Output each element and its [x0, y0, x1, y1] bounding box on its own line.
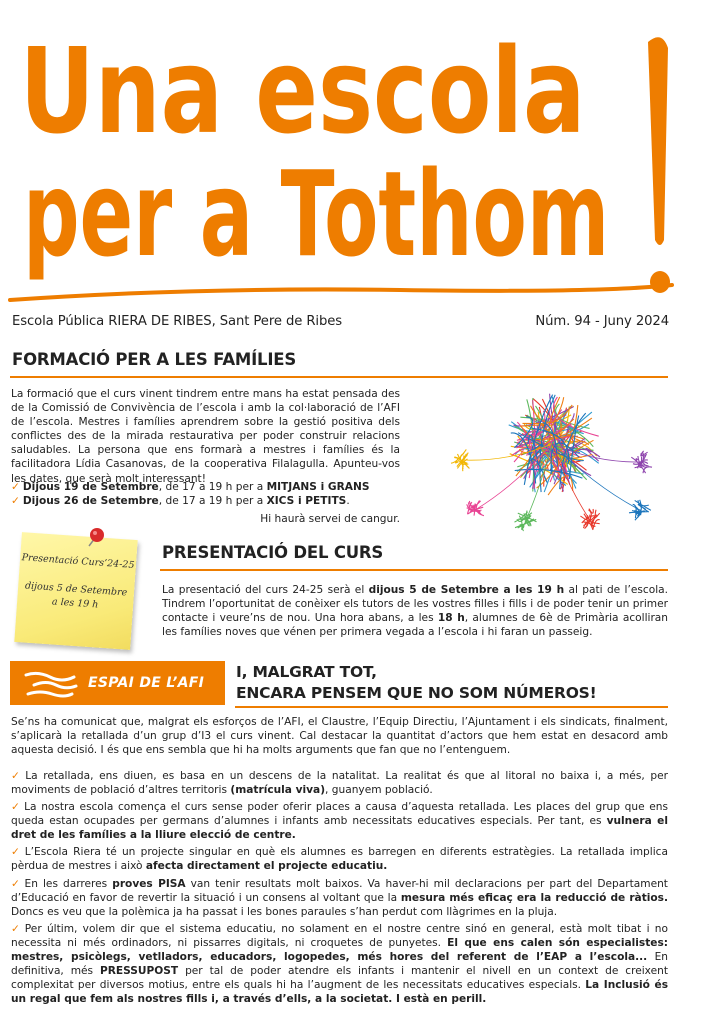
yarn-ball-illustration [440, 382, 665, 532]
check-icon: ✓ [11, 923, 22, 935]
formacio-rule [10, 376, 668, 378]
masthead [0, 0, 727, 305]
afi-point-3: ✓ L’Escola Riera té un projecte singular en què els alumnes es barregen en diferents estratègies. La retallada implica pèrdua de mestres i això afecta directament el projecte educatiu. [11, 846, 668, 873]
afi-title-line-1: I, MALGRAT TOT, [236, 663, 377, 681]
formacio-title: FORMACIÓ PER A LES FAMÍLIES [12, 350, 297, 369]
check-icon: ✓ [11, 846, 22, 858]
afi-banner [10, 661, 225, 705]
afi-label: ESPAI DE L’AFI [88, 675, 205, 691]
afi-title-line-2: ENCARA PENSEM QUE NO SOM NÚMEROS! [236, 684, 597, 702]
masthead-underline [10, 285, 672, 300]
note-line-2: dijous 5 de Setembre [24, 580, 128, 599]
school-name: Escola Pública RIERA DE RIBES, Sant Pere de Ribes [12, 314, 343, 329]
formacio-date-1: ✓ Dijous 19 de Setembre, de 17 a 19 h per a MITJANS i GRANS [11, 481, 370, 493]
afi-rule [235, 706, 668, 708]
presentacio-rule [160, 569, 668, 571]
afi-point-4: ✓ En les darreres proves PISA van tenir resultats molt baixos. Va haver-hi mil declaracions per part del Departament d’Educació en favor de revertir la situació i un consens al voltant que la mesura més eficaç era la reducció de ràtios. Doncs es veu que la polèmica ja ha passat i les bones paraules s’han perdut com llàgrimes en la pluja. [11, 878, 668, 919]
presentacio-title: PRESENTACIÓ DEL CURS [162, 543, 384, 562]
check-icon: ✓ [11, 878, 22, 890]
note-line-3: a les 19 h [51, 596, 99, 611]
formacio-date-2: ✓ Dijous 26 de Setembre, de 17 a 19 h per a XICS i PETITS. [11, 495, 350, 507]
formacio-paragraph: La formació que el curs vinent tindrem entre mans ha estat pensada des de la Comissió de Convivència de l’escola i amb la col·laboració de l’AFI de l’escola. Mestres i famílies aprendrem sobre la gestió positiva dels conflictes des de la mirada restaurativa per poder construir relacions saludables. La persona que ens formarà a mestres i famílies és la facilitadora Lídia Casanovas, de la cooperativa Filalagulla. Apunteu-vos les dates, que serà molt interessant! [11, 388, 400, 485]
masthead-logo [0, 0, 727, 305]
afi-wave-icon [24, 669, 78, 699]
exclamation-bar [648, 37, 668, 245]
issue-number: Núm. 94 - Juny 2024 [535, 314, 669, 329]
exclamation-dot [650, 271, 670, 293]
yarn-strand [580, 509, 599, 530]
afi-point-2: ✓ La nostra escola comença el curs sense poder oferir places a causa d’aquesta retallada. Les places del grup que ens queda estan ocupades per germans d’alumnes i infants amb necessitats educatives especials. Per tant, es vulnera el dret de les famílies a la lliure elecció de centre. [11, 801, 668, 842]
cangur-note: Hi haurà servei de cangur. [260, 513, 400, 525]
yarn-strand [467, 500, 484, 515]
presentacio-paragraph: La presentació del curs 24-25 serà el dijous 5 de Setembre a les 19 h al pati de l’escola. Tindrem l’oportunitat de conèixer els tutors de les vostres filles i fills i de poder tenir un primer contacte i veure’ns de nou. Una hora abans, a les 18 h, alumnes de 6è de Primària acolliran les famílies noves que vénen per primera vegada a l’escola i hi faran un passeig. [162, 584, 669, 639]
check-icon: ✓ [11, 495, 20, 507]
afi-point-5: ✓ Per últim, volem dir que el sistema educatiu, no solament en el nostre centre sinó en general, està molt tibat i no necessita ni més ordinadors, ni pissarres digitals, ni croquetes de punyetes. El que ens calen són especialistes: mestres, psicòlegs, vetlladors, educadors, logopedes, més hores del referent de l’EAP a l’escola... En definitiva, més PRESSUPOST per tal de poder atendre els infants i mantenir el nivell en un context de creixent complexitat per diversos motius, entre els quals hi ha l’augment de les necessitats educatives especials. La Inclusió és un regal que fem als nostres fills i, a través d’ells, a la societat. I està en perill. [11, 923, 668, 1006]
masthead-line1: Una escola [19, 23, 586, 161]
check-icon: ✓ [11, 801, 22, 813]
masthead-line2: per a Tothom [22, 146, 610, 284]
afi-intro: Se’ns ha comunicat que, malgrat els esforços de l’AFI, el Claustre, l’Equip Directiu, l’Ajuntament i els sindicats, finalment, s’aplicarà la retallada d’un grup d’I3 el curs vinent. Cal destacar la quantitat d’actors que hem estat en desacord amb aquesta decisió. I és que ens sembla que hi ha molts arguments que fan que no l’entenguem. [11, 716, 668, 757]
check-icon: ✓ [11, 770, 23, 782]
check-icon: ✓ [11, 481, 20, 493]
pushpin-icon [80, 524, 110, 554]
sticky-note [14, 532, 137, 650]
note-line-1: Presentació Curs’24-25 [21, 552, 135, 571]
afi-point-1: ✓ La retallada, ens diuen, es basa en un descens de la natalitat. La realitat és que al litoral no baixa i, a més, per moviments de població d’altres territoris (matrícula viva), guanyem població. [11, 770, 668, 797]
